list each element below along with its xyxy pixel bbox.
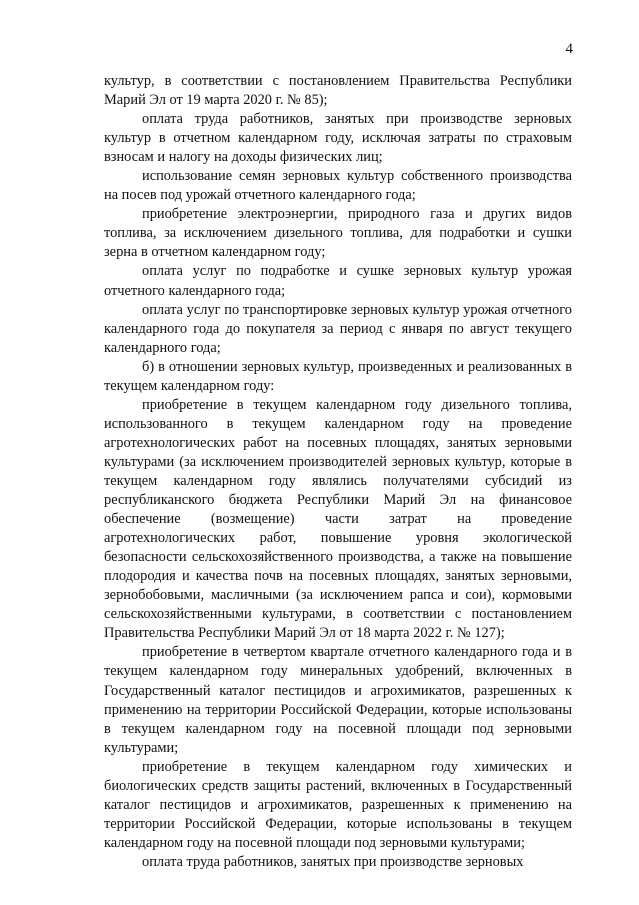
paragraph: приобретение в текущем календарном году химических и биологических средств защиты растений, включенных в Государственный каталог пестицидов и агрохимикатов, разрешенных к применению на территории Российской Федерации, которые использованы в текущем календарном году на посевной площади под зерновыми культурами;	[104, 758, 572, 851]
paragraph: приобретение в четвертом квартале отчетного календарного года и в текущем календарном году минеральных удобрений, включенных в Государственный каталог пестицидов и агрохимикатов, разрешенных к применению на территории Российской Федерации, которые использованы в текущем календарном году на посевной площади под зерновыми культурами;	[104, 644, 572, 756]
page-number: 4	[565, 41, 573, 57]
paragraph: приобретение в текущем календарном году дизельного топлива, использованного в текущем календарном году на проведение агротехнологических работ на посевных площадях, занятых зерновыми культурами (за исключением производителей зерновых культур, которые в текущем календарном году являлись получателями субсидий из республиканского бюджета Республики Марий Эл на финансовое обеспечение (возмещение) части затрат на проведение агротехнологических работ, повышение уровня экологической безопасности сельскохозяйственного производства, а также на повышение плодородия и качества почв на посевных площадях, занятых зерновыми, зернобобовыми, масличными (за исключением рапса и сои), кормовыми сельскохозяйственными культурами, в соответствии с постановлением Правительства Республики Марий Эл от 18 марта 2022 г. № 127);	[104, 396, 572, 642]
paragraph: оплата услуг по транспортировке зерновых культур урожая отчетного календарного года до покупателя за период с января по август текущего календарного года;	[104, 301, 572, 356]
paragraph: оплата труда работников, занятых при производстве зерновых культур в отчетном календарном году, исключая затраты по страховым взносам и налогу на доходы физических лиц;	[104, 111, 572, 166]
paragraph: использование семян зерновых культур собственного производства на посев под урожай отчетного календарного года;	[104, 168, 572, 204]
paragraph: б) в отношении зерновых культур, произведенных и реализованных в текущем календарном году:	[104, 358, 572, 394]
paragraph: приобретение электроэнергии, природного газа и других видов топлива, за исключением дизельного топлива, для подработки и сушки зерна в отчетном календарном году;	[104, 206, 572, 261]
document-body	[104, 72, 572, 872]
paragraph: оплата труда работников, занятых при производстве зерновых	[142, 853, 524, 870]
paragraph: оплата услуг по подработке и сушке зерновых культур урожая отчетного календарного года;	[104, 263, 572, 299]
paragraph: культур, в соответствии с постановлением Правительства Республики Марий Эл от 19 марта 2020 г. № 85);	[104, 73, 572, 109]
